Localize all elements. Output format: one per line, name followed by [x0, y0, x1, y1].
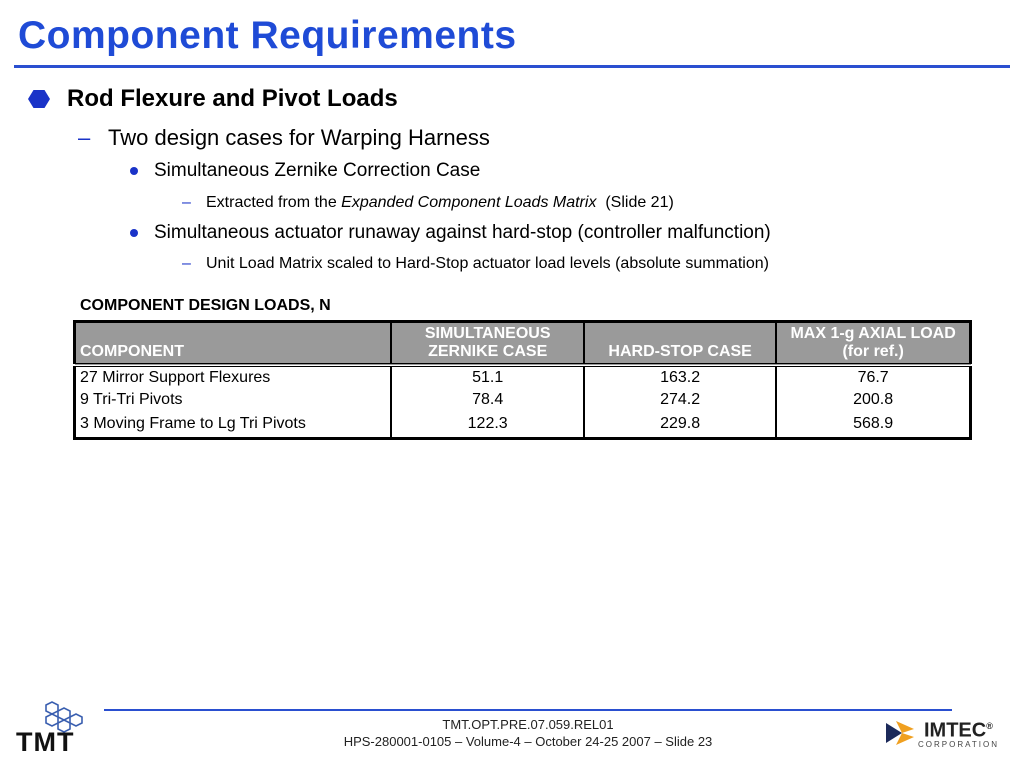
imtec-wordmark: IMTEC: [924, 719, 987, 742]
imtec-registered-mark: ®: [986, 721, 993, 732]
table-cell: 51.1: [391, 365, 584, 389]
table-cell: 229.8: [584, 411, 776, 439]
imtec-subtitle: CORPORATION: [918, 739, 999, 749]
bullet-case-zernike-text: Simultaneous Zernike Correction Case: [154, 160, 481, 181]
column-header: SIMULTANEOUS ZERNIKE CASE: [391, 322, 584, 366]
table-header-row: [75, 322, 971, 366]
table-cell: 3 Moving Frame to Lg Tri Pivots: [75, 411, 392, 439]
dot-bullet-icon: [130, 229, 138, 237]
table-row: [75, 389, 971, 411]
table-cell: 78.4: [391, 389, 584, 411]
component-design-loads-table: [73, 320, 972, 440]
bullet-level2-text: Two design cases for Warping Harness: [108, 125, 490, 150]
bullet-case-zernike-detail: [182, 194, 674, 212]
table-cell: 122.3: [391, 411, 584, 439]
bullet-case-hardstop: [130, 222, 771, 244]
dash-bullet-icon: –: [78, 125, 91, 150]
footer-divider: [104, 709, 952, 711]
bullet-case-hardstop-detail: [182, 255, 769, 273]
column-header: COMPONENT: [75, 322, 392, 366]
table-cell: 274.2: [584, 389, 776, 411]
footer-slide-info: HPS-280001-0105 – Volume-4 – October 24-25 2007 – Slide 23: [343, 734, 713, 749]
imtec-logo: [882, 715, 999, 751]
bullet-case-hardstop-text: Simultaneous actuator runaway against hard-stop (controller malfunction): [154, 222, 771, 243]
table-row: [75, 411, 971, 439]
detail-italic-reference: Expanded Component Loads Matrix: [341, 194, 597, 211]
table-cell: 9 Tri-Tri Pivots: [75, 389, 392, 411]
table-cell: 163.2: [584, 365, 776, 389]
table-cell: 568.9: [776, 411, 970, 439]
bullet-level1-text: Rod Flexure and Pivot Loads: [67, 85, 398, 112]
column-header: MAX 1-g AXIAL LOAD (for ref.): [776, 322, 970, 366]
detail-suffix: (Slide 21): [596, 194, 674, 211]
slide-title: Component Requirements: [18, 14, 517, 57]
dash-bullet-icon: –: [182, 255, 191, 272]
hexagon-bullet-icon: [28, 90, 50, 108]
detail-text: Unit Load Matrix scaled to Hard-Stop actuator load levels (absolute summation): [206, 255, 769, 272]
tmt-wordmark: TMT: [16, 727, 75, 757]
table-cell: 27 Mirror Support Flexures: [75, 365, 392, 389]
table-cell: 76.7: [776, 365, 970, 389]
imtec-mark-icon: [882, 715, 918, 751]
table-row: [75, 365, 971, 389]
dot-bullet-icon: [130, 167, 138, 175]
bullet-case-zernike: [130, 160, 480, 182]
title-divider: [14, 65, 1010, 68]
footer-document-id: TMT.OPT.PRE.07.059.REL01: [442, 717, 614, 732]
detail-prefix: Extracted from the: [206, 194, 342, 211]
column-header: HARD-STOP CASE: [584, 322, 776, 366]
bullet-level1: [28, 85, 398, 113]
bullet-level2: [78, 125, 490, 151]
table-cell: 200.8: [776, 389, 970, 411]
table-caption: COMPONENT DESIGN LOADS, N: [80, 297, 331, 314]
dash-bullet-icon: –: [182, 194, 191, 211]
